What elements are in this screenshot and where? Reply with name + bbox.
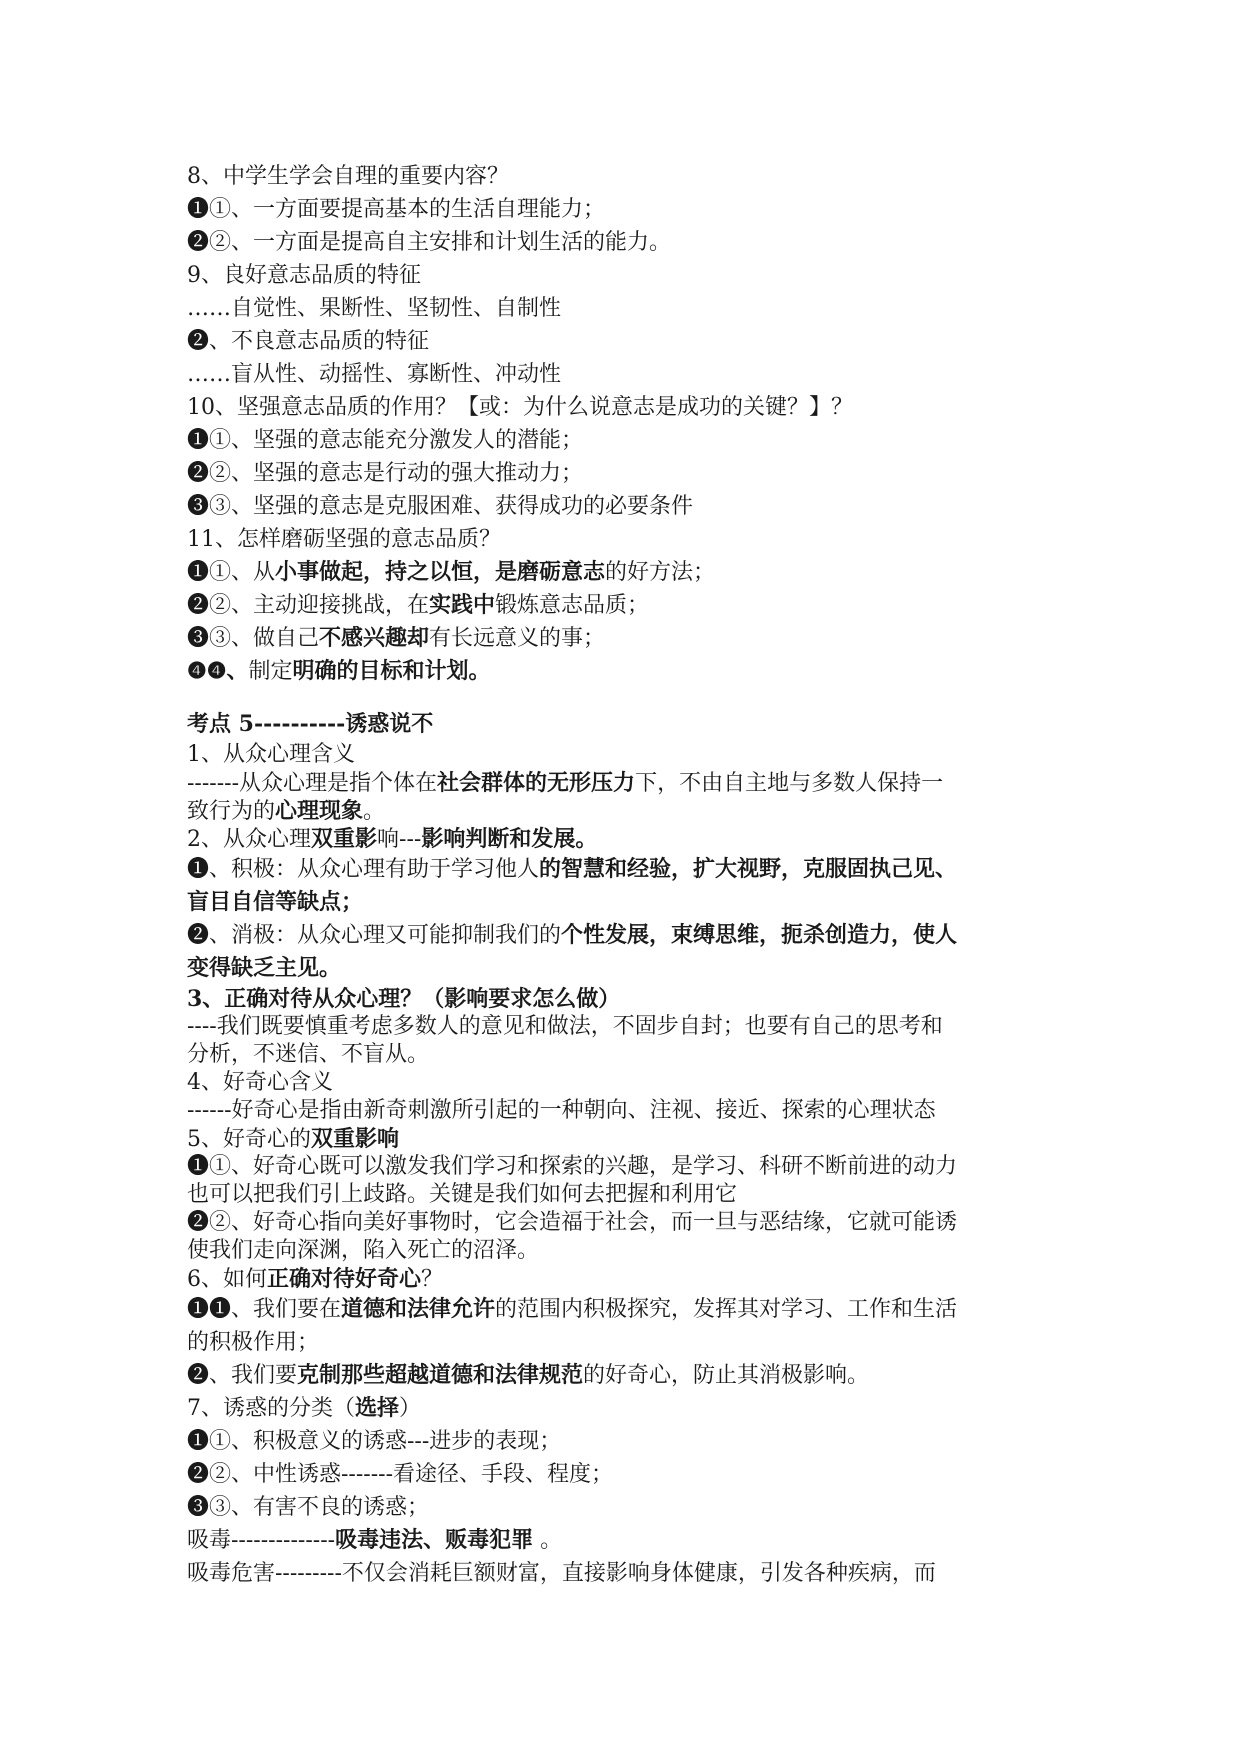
bold-text: 道德和法律允许 [341, 1296, 496, 1322]
text-run: 。 [363, 799, 386, 824]
text-run: ❷②、好奇心指向美好事物时，它会造福于社会，而一旦与恶结缘，它就可能诱 [187, 1210, 958, 1235]
text-line [187, 589, 1067, 622]
text-run: 4、好奇心含义 [187, 1070, 333, 1095]
text-run: 10、坚强意志品质的作用？【或：为什么说意志是成功的关键？】？ [187, 395, 853, 420]
text-run: ？ [421, 1267, 444, 1292]
text-run: ❶❶、我们要在 [187, 1297, 342, 1322]
text-run: ❸③、有害不良的诱惑； [187, 1495, 430, 1520]
text-run: ❶①、从 [187, 560, 276, 585]
text-line [187, 556, 1067, 589]
text-line [187, 1557, 1067, 1590]
text-run: 1、从众心理含义 [187, 742, 355, 767]
text-line [187, 1392, 1067, 1425]
text-run: ❷、我们要 [187, 1363, 298, 1388]
text-line [187, 1013, 1067, 1041]
text-run: 响--- [377, 827, 422, 852]
text-line [187, 1293, 1067, 1326]
text-run: 8、中学生学会自理的重要内容？ [187, 164, 509, 189]
text-run: 锻炼意志品质； [495, 593, 650, 618]
bold-text: 心理现象 [275, 798, 364, 824]
text-run: ❶、积极：从众心理有助于学习他人 [187, 857, 540, 882]
text-line [187, 797, 1067, 825]
text-run: 9、良好意志品质的特征 [187, 263, 421, 288]
text-line [187, 1359, 1067, 1392]
text-line [187, 708, 1067, 741]
text-run: 吸毒-------------- [187, 1528, 336, 1553]
bold-text: 3、正确对待从众心理？（影响要求怎么做） [187, 986, 621, 1012]
bold-text: 的智慧和经验，扩大视野，克服固执己见、 [539, 856, 958, 882]
text-line [187, 1097, 1067, 1125]
bold-text: 盲目自信等缺点； [187, 889, 364, 915]
text-line [187, 655, 1067, 688]
bold-text: 双重影响 [311, 1126, 400, 1152]
text-line [187, 1041, 1067, 1069]
text-run: 的范围内积极探究，发挥其对学习、工作和生活 [495, 1297, 958, 1322]
text-line [187, 490, 1067, 523]
text-run: 有长远意义的事； [429, 626, 606, 651]
text-run: ❷②、一方面是提高自主安排和计划生活的能力。 [187, 230, 672, 255]
text-run: ❷②、中性诱惑-------看途径、手段、程度； [187, 1462, 614, 1487]
text-line [187, 853, 1067, 886]
text-run: 吸毒危害---------不仅会消耗巨额财富，直接影响身体健康，引发各种疾病，而 [187, 1561, 936, 1586]
text-line [187, 226, 1067, 259]
text-line [187, 919, 1067, 952]
text-line [187, 952, 1067, 985]
text-run: 分析，不迷信、不盲从。 [187, 1042, 430, 1067]
text-line [187, 325, 1067, 358]
text-run: 7、诱惑的分类（ [187, 1396, 355, 1421]
text-run: 。 [533, 1528, 563, 1553]
text-run: ❸③、坚强的意志是克服困难、获得成功的必要条件 [187, 494, 694, 519]
bold-text: 双重影 [311, 826, 378, 852]
bold-text: 正确对待好奇心 [267, 1266, 422, 1292]
text-run: 的好奇心，防止其消极影响。 [583, 1363, 870, 1388]
text-line [187, 1069, 1067, 1097]
text-line [187, 769, 1067, 797]
text-run: 致行为的 [187, 799, 276, 824]
text-run: ……盲从性、动摇性、寡断性、冲动性 [187, 362, 562, 387]
text-run: 2、从众心理 [187, 827, 311, 852]
text-run: 6、如何 [187, 1267, 267, 1292]
text-run: ❶①、好奇心既可以激发我们学习和探索的兴趣，是学习、科研不断前进的动力 [187, 1154, 958, 1179]
text-run: 使我们走向深渊，陷入死亡的沼泽。 [187, 1238, 540, 1263]
text-line [187, 1265, 1067, 1293]
bold-text: 小事做起，持之以恒，是磨砺意志 [275, 559, 606, 585]
bold-text: ❹❹、 [187, 658, 249, 684]
bold-text: 实践中 [429, 592, 496, 618]
text-run: 的积极作用； [187, 1330, 320, 1355]
text-line [187, 1491, 1067, 1524]
text-run: ❷、消极：从众心理又可能抑制我们的 [187, 923, 562, 948]
text-run: ❶①、积极意义的诱惑---进步的表现； [187, 1429, 562, 1454]
text-line [187, 985, 1067, 1013]
text-line [187, 1524, 1067, 1557]
text-line [187, 1209, 1067, 1237]
bold-text: 选择 [355, 1395, 400, 1421]
document-body [187, 160, 1067, 1590]
text-line [187, 1181, 1067, 1209]
text-line [187, 259, 1067, 292]
text-line [187, 1125, 1067, 1153]
text-run: ------好奇心是指由新奇刺激所引起的一种朝向、注视、接近、探索的心理状态 [187, 1098, 936, 1123]
text-run: 也可以把我们引上歧路。关键是我们如何去把握和利用它 [187, 1182, 738, 1207]
text-line [187, 193, 1067, 226]
text-run: ） [399, 1396, 422, 1421]
text-run: 下，不由自主地与多数人保持一 [635, 771, 944, 796]
text-line [187, 1326, 1067, 1359]
text-line [187, 160, 1067, 193]
text-run: 11、怎样磨砺坚强的意志品质？ [187, 527, 501, 552]
text-line [187, 292, 1067, 325]
bold-text: 吸毒违法、贩毒犯罪 [335, 1527, 534, 1553]
bold-text: 克制那些超越道德和法律规范 [297, 1362, 584, 1388]
bold-text: 明确的目标和计划。 [292, 658, 491, 684]
bold-text: 不感兴趣却 [319, 625, 430, 651]
text-run: ❶①、一方面要提高基本的生活自理能力； [187, 197, 606, 222]
text-line [187, 457, 1067, 490]
text-line [187, 1425, 1067, 1458]
text-line [187, 741, 1067, 769]
text-run: ❷②、主动迎接挑战，在 [187, 593, 430, 618]
text-line [187, 825, 1067, 853]
text-run: 5、好奇心的 [187, 1127, 311, 1152]
bold-text: 个性发展，束缚思维，扼杀创造力，使人 [561, 922, 958, 948]
text-line [187, 358, 1067, 391]
text-run: 的好方法； [605, 560, 716, 585]
text-line [187, 1237, 1067, 1265]
bold-text: 变得缺乏主见。 [187, 955, 342, 981]
text-line [187, 622, 1067, 655]
text-line [187, 424, 1067, 457]
text-run: ❶①、坚强的意志能充分激发人的潜能； [187, 428, 584, 453]
text-run: -------从众心理是指个体在 [187, 771, 438, 796]
text-line [187, 1458, 1067, 1491]
text-run: 制定 [248, 659, 293, 684]
bold-text: 影响判断和发展。 [421, 826, 598, 852]
text-run: ❷、不良意志品质的特征 [187, 329, 430, 354]
text-line [187, 1153, 1067, 1181]
text-run: ……自觉性、果断性、坚韧性、自制性 [187, 296, 562, 321]
text-line [187, 523, 1067, 556]
text-run: ❸③、做自己 [187, 626, 320, 651]
text-run: ❷②、坚强的意志是行动的强大推动力； [187, 461, 584, 486]
text-run: ----我们既要慎重考虑多数人的意见和做法，不固步自封；也要有自己的思考和 [187, 1014, 943, 1039]
text-line [187, 391, 1067, 424]
text-line [187, 886, 1067, 919]
bold-text: 社会群体的无形压力 [437, 770, 636, 796]
bold-text: 考点 5----------诱惑说不 [187, 711, 434, 737]
